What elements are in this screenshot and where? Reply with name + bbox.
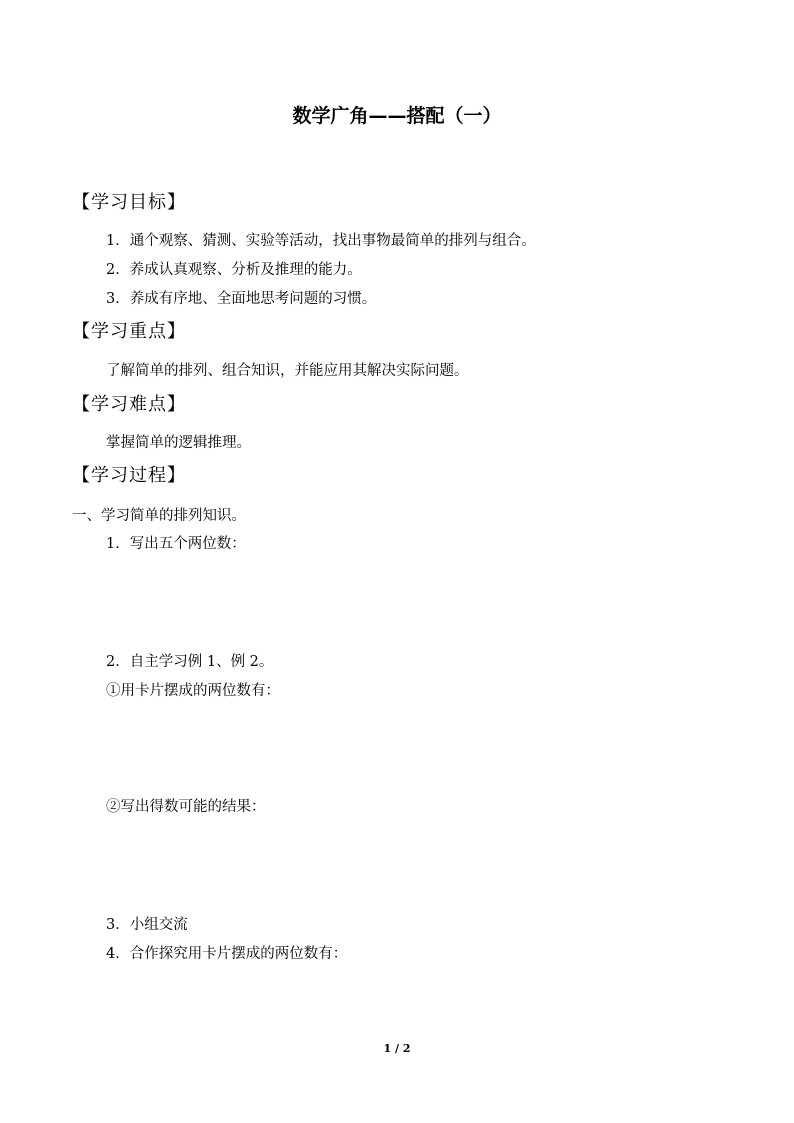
goal-item-number: 1． [106, 233, 130, 249]
section-heading-key-points: 【学习重点】 [72, 321, 186, 342]
process-part-heading: 一、学习简单的排列知识。 [72, 508, 246, 524]
goal-item-number: 3． [106, 291, 130, 307]
process-item-number: 2． [106, 654, 130, 670]
goal-item-text: 养成认真观察、分析及推理的能力。 [129, 262, 362, 278]
page-indicator: 1 / 2 [383, 1042, 411, 1055]
process-subitem: ①用卡片摆成的两位数有： [106, 683, 280, 699]
process-item [106, 655, 273, 670]
section-heading-process: 【学习过程】 [72, 465, 186, 486]
process-item-number: 3． [106, 917, 130, 933]
goal-item [106, 234, 536, 249]
goal-item [106, 263, 362, 278]
process-item-text: 写出五个两位数： [129, 536, 246, 552]
goal-item-number: 2． [106, 262, 130, 278]
section-heading-difficulties: 【学习难点】 [72, 394, 186, 415]
goal-item-text: 养成有序地、全面地思考问题的习惯。 [129, 291, 377, 307]
process-item-number: 1． [106, 536, 130, 552]
goal-item-text: 通个观察、猜测、实验等活动，找出事物最简单的排列与组合。 [129, 233, 536, 249]
difficulties-text: 掌握简单的逻辑推理。 [106, 435, 251, 451]
process-item [106, 918, 188, 933]
process-item-number: 4． [106, 946, 130, 962]
process-item-text: 合作探究用卡片摆成的两位数有： [129, 946, 348, 962]
key-points-text: 了解简单的排列、组合知识，并能应用其解决实际问题。 [106, 363, 469, 379]
process-item-text: 小组交流 [129, 917, 188, 933]
process-subitem: ②写出得数可能的结果： [106, 799, 266, 815]
goal-item [106, 292, 376, 307]
section-heading-goals: 【学习目标】 [72, 192, 186, 213]
process-item [106, 947, 347, 962]
document-title: 数学广角——搭配（一） [292, 105, 502, 127]
process-item-text: 自主学习例 1、例 2。 [129, 654, 274, 670]
process-item [106, 537, 246, 552]
